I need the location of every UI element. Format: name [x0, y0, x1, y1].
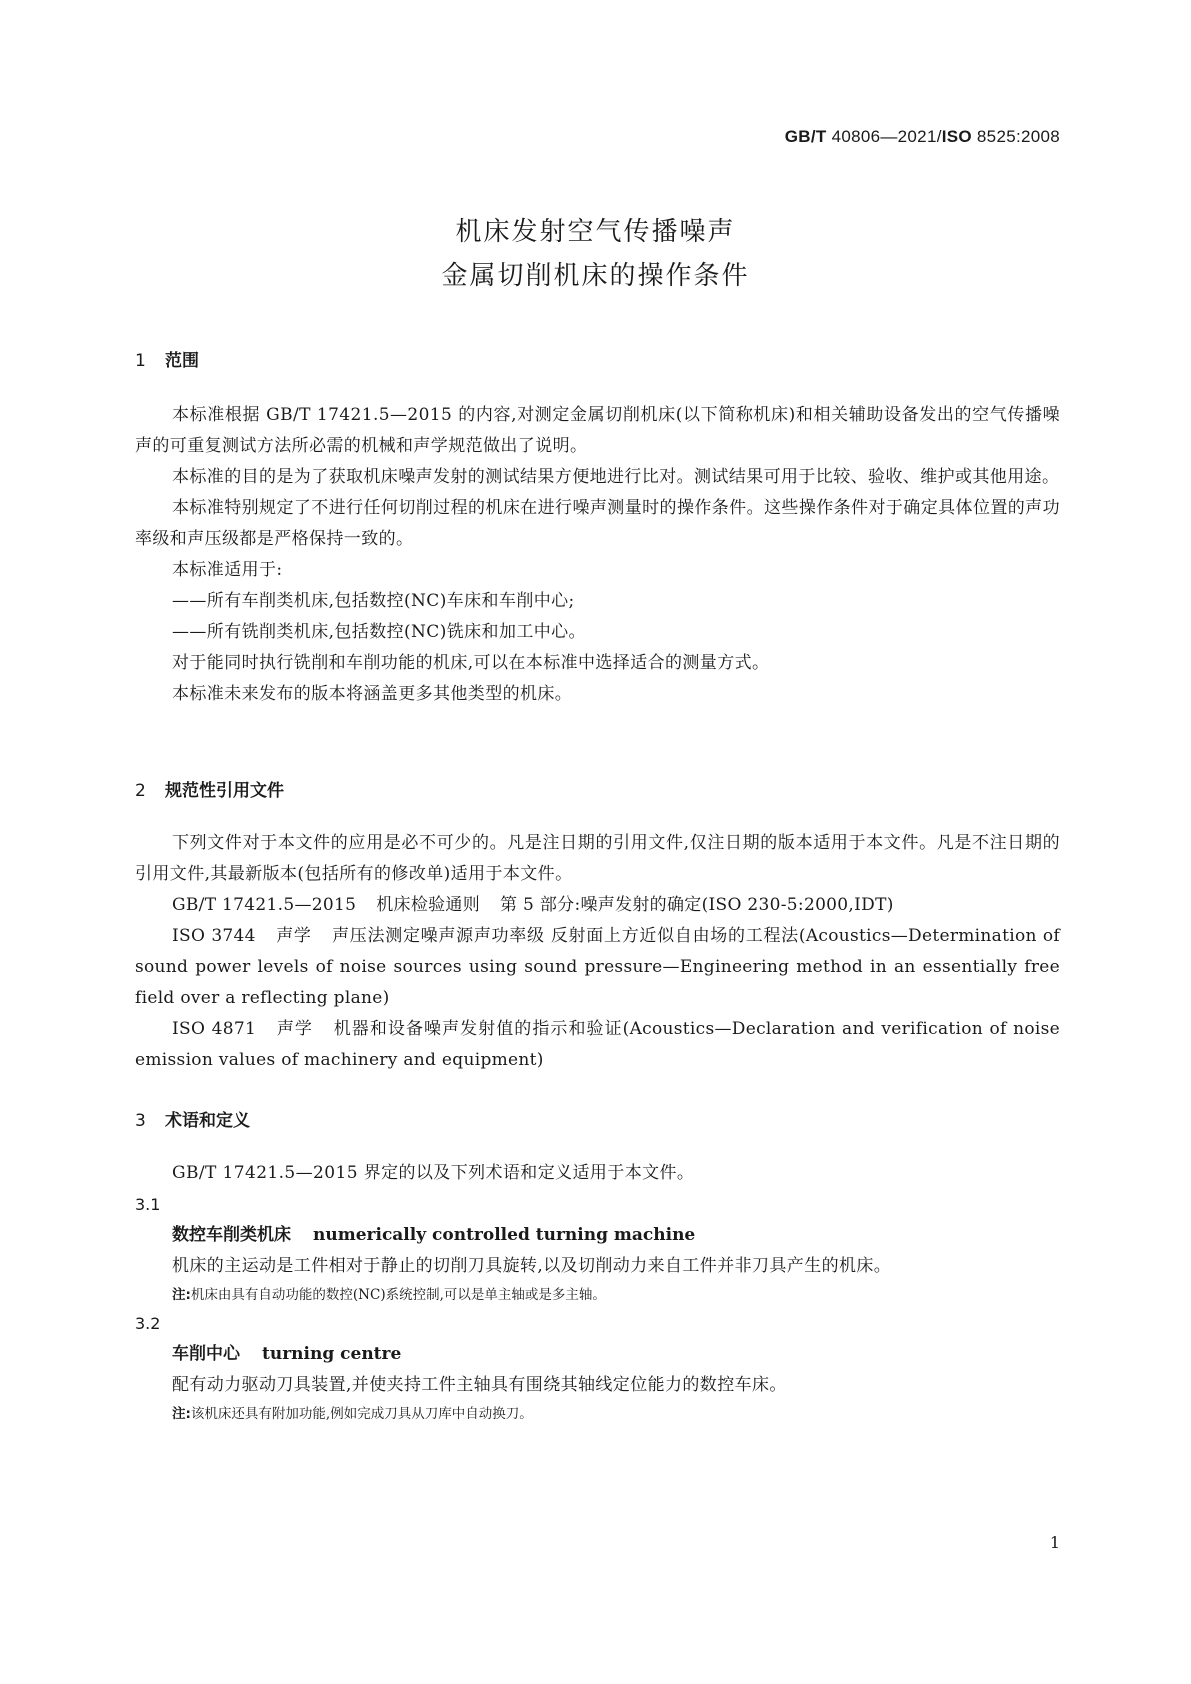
- paragraph: 下列文件对于本文件的应用是必不可少的。凡是注日期的引用文件,仅注日期的版本适用于本文件。凡是不注日期的引用文件,其最新版本(包括所有的修改单)适用于本文件。: [135, 833, 1060, 884]
- section-2-heading: [135, 776, 1060, 801]
- paragraph: 本标准适用于:: [172, 560, 283, 580]
- section-title: 术语和定义: [165, 1111, 250, 1131]
- paragraph: 对于能同时执行铣削和车削功能的机床,可以在本标准中选择适合的测量方式。: [172, 653, 770, 673]
- reference-code: GB/T 17421.5—2015: [172, 895, 357, 915]
- term-heading: [135, 1220, 1060, 1251]
- section-number: 1: [135, 351, 146, 371]
- document-title: [0, 210, 1191, 298]
- term-zh: 数控车削类机床: [172, 1225, 291, 1245]
- reference-title: 声学: [275, 926, 312, 946]
- section-3-body: [135, 1158, 1060, 1427]
- reference-item: [135, 921, 1060, 1014]
- term-zh: 车削中心: [172, 1344, 240, 1364]
- term-en: numerically controlled turning machine: [313, 1225, 696, 1245]
- reference-rest: 第 5 部分:噪声发射的确定(ISO 230-5:2000,IDT): [500, 895, 894, 915]
- note-label: 注:: [172, 1406, 191, 1422]
- note-label: 注:: [172, 1287, 191, 1303]
- term-number: 3.1: [135, 1195, 161, 1214]
- section-number: 3: [135, 1111, 146, 1131]
- term-en: turning centre: [262, 1344, 402, 1364]
- section-title: 范围: [165, 351, 199, 371]
- term-definition: 配有动力驱动刀具装置,并使夹持工件主轴具有围绕其轴线定位能力的数控车床。: [172, 1375, 787, 1395]
- term-definition: 机床的主运动是工件相对于静止的切削刀具旋转,以及切削动力来自工件并非刀具产生的机床。: [172, 1256, 892, 1276]
- reference-title: 声学: [276, 1019, 313, 1039]
- title-line-1: 机床发射空气传播噪声: [455, 217, 736, 247]
- paragraph: 本标准特别规定了不进行任何切削过程的机床在进行噪声测量时的操作条件。这些操作条件对于确定具体位置的声功率级和声压级都是严格保持一致的。: [135, 498, 1060, 549]
- term-note: [135, 1282, 1060, 1308]
- section-1-heading: [135, 346, 1060, 371]
- term-number: 3.2: [135, 1314, 161, 1333]
- reference-rest: 声压法测定噪声源声功率级 反射面上方近似自由场的工程法(Acoustics—Determination of sound power levels of noise sources using sound pressure—Engineering method in an essentially free field over a reflecting plane): [135, 926, 1060, 1008]
- title-line-2: 金属切削机床的操作条件: [441, 261, 750, 291]
- paragraph: 本标准的目的是为了获取机床噪声发射的测试结果方便地进行比对。测试结果可用于比较、验收、维护或其他用途。: [172, 467, 1060, 487]
- term-heading: [135, 1339, 1060, 1370]
- section-1-body: [135, 400, 1060, 710]
- list-item: ——所有铣削类机床,包括数控(NC)铣床和加工中心。: [172, 622, 586, 642]
- paragraph: 本标准未来发布的版本将涵盖更多其他类型的机床。: [172, 684, 573, 704]
- standard-code: [785, 127, 1060, 147]
- standard-code-middle: 40806—2021/: [826, 127, 942, 146]
- reference-code: ISO 3744: [172, 926, 256, 946]
- section-3-heading: [135, 1106, 1060, 1131]
- reference-title: 机床检验通则: [376, 895, 481, 915]
- section-number: 2: [135, 781, 146, 801]
- reference-code: ISO 4871: [172, 1019, 257, 1039]
- paragraph: GB/T 17421.5—2015 界定的以及下列术语和定义适用于本文件。: [172, 1163, 695, 1183]
- page-number: 1: [1049, 1533, 1060, 1552]
- paragraph: 本标准根据 GB/T 17421.5—2015 的内容,对测定金属切削机床(以下简称机床)和相关辅助设备发出的空气传播噪声的可重复测试方法所必需的机械和声学规范做出了说明。: [135, 405, 1060, 456]
- note-text: 机床由具有自动功能的数控(NC)系统控制,可以是单主轴或是多主轴。: [190, 1287, 606, 1303]
- section-title: 规范性引用文件: [165, 781, 284, 801]
- standard-code-suffix: 8525:2008: [971, 127, 1060, 146]
- standard-code-iso: ISO: [941, 127, 972, 146]
- reference-item: [135, 1014, 1060, 1076]
- standard-code-prefix: GB/T: [784, 127, 827, 146]
- list-item: ——所有车削类机床,包括数控(NC)车床和车削中心;: [172, 591, 575, 611]
- term-note: [135, 1401, 1060, 1427]
- section-2-body: [135, 828, 1060, 1076]
- reference-item: [135, 890, 1060, 921]
- note-text: 该机床还具有附加功能,例如完成刀具从刀库中自动换刀。: [190, 1406, 533, 1422]
- reference-rest: 机器和设备噪声发射值的指示和验证(Acoustics—Declaration and verification of noise emission values of machinery and equipment): [135, 1019, 1060, 1070]
